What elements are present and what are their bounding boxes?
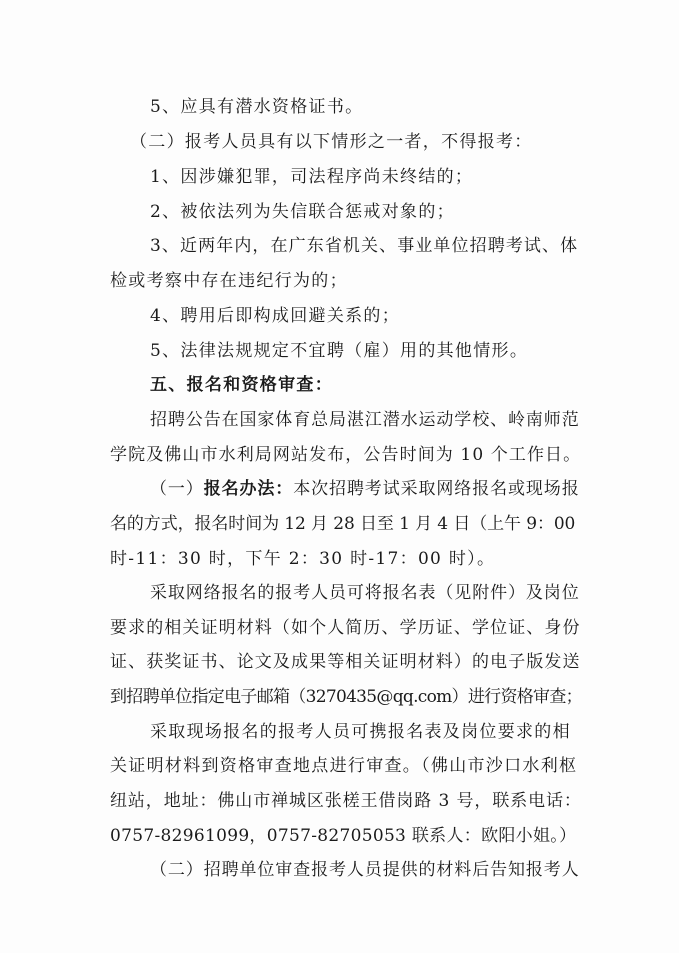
- text-line: 2、被依法列为失信联合惩戒对象的；: [150, 202, 455, 222]
- text-line: 证、获奖证书、论文及成果等相关证明材料）的电子版发送: [110, 652, 581, 672]
- subsection-heading: 报名办法：: [203, 479, 294, 499]
- text-line: 学院及佛山市水利局网站发布，公告时间为 10 个工作日。: [110, 445, 582, 465]
- text-line: 关证明材料到资格审查地点进行审查。（佛山市沙口水利枢: [110, 756, 578, 776]
- text-line: 招聘公告在国家体育总局湛江潜水运动学校、岭南师范: [150, 410, 580, 430]
- text-line: 纽站，地址：佛山市禅城区张槎王借岗路 3 号，联系电话：: [110, 791, 582, 811]
- text-line: 0757-82961099，0757-82705053 联系人：欧阳小姐。）: [110, 826, 577, 846]
- text-line: 5、法律法规规定不宜聘（雇）用的其他情形。: [150, 341, 529, 361]
- text-line: （二）招聘单位审查报考人员提供的材料后告知报考人: [150, 860, 580, 880]
- text-line: [150, 478, 580, 500]
- text-span: 本次招聘考试采取网络报名或现场报: [293, 479, 580, 499]
- text-line: 名的方式，报名时间为 12 月 28 日至 1 月 4 日（上午 9：00: [110, 514, 576, 534]
- subsection-number: （一）: [150, 479, 204, 499]
- section-heading: 五、报名和资格审查：: [150, 375, 333, 395]
- text-line: 采取现场报名的报考人员可携报名表及岗位要求的相: [150, 722, 571, 742]
- text-line: 5、应具有潜水资格证书。: [150, 97, 364, 117]
- text-line: 3、近两年内，在广东省机关、事业单位招聘考试、体: [150, 236, 579, 256]
- text-line: （二）报考人员具有以下情形之一者，不得报考：: [130, 132, 533, 152]
- text-line: 检或考察中存在违纪行为的；: [110, 271, 348, 291]
- text-line: 采取网络报名的报考人员可将报名表（见附件）及岗位: [150, 583, 580, 603]
- text-line: 时-11：30 时，下午 2：30 时-17：00 时）。: [110, 549, 496, 569]
- text-line: 到招聘单位指定电子邮箱（3270435@qq.com）进行资格审查；: [110, 687, 582, 707]
- text-line: 要求的相关证明材料（如个人简历、学历证、学位证、身份: [110, 618, 581, 638]
- text-line: 1、因涉嫌犯罪，司法程序尚未终结的；: [150, 167, 474, 187]
- text-line: 4、聘用后即构成回避关系的；: [150, 306, 401, 326]
